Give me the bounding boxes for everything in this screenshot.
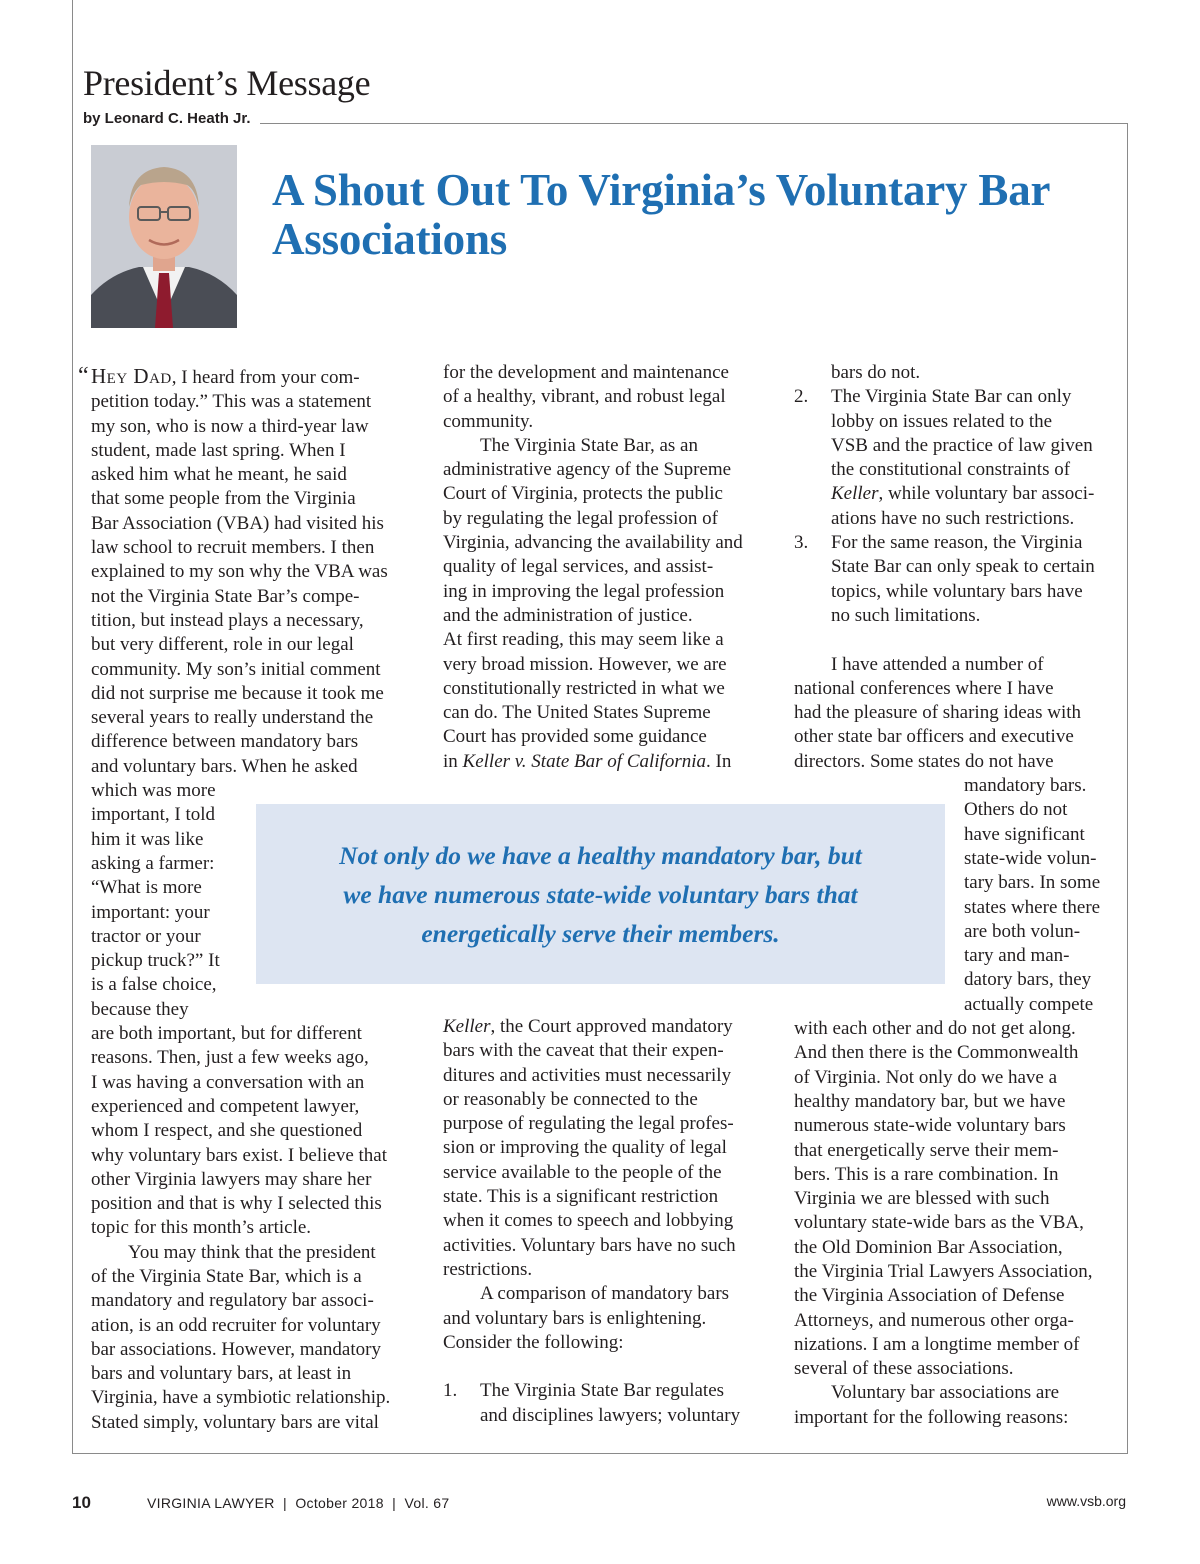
col1-line: position and that is why I selected this xyxy=(91,1193,382,1215)
col3-line: nizations. I am a longtime member of xyxy=(794,1333,1080,1355)
col2-line: service available to the people of the xyxy=(443,1161,722,1183)
list-item-text: VSB and the practice of law given xyxy=(831,434,1093,456)
headline-line-2: Associations xyxy=(272,214,508,264)
col1-line: that some people from the Virginia xyxy=(91,488,356,510)
col3-line: I have attended a number of xyxy=(831,653,1044,675)
drop-cap-words: Hey Dad xyxy=(91,364,172,388)
col1-line: petition today.” This was a statement xyxy=(91,391,372,413)
col1-line: are both important, but for different xyxy=(91,1023,362,1045)
section-title: President’s Message xyxy=(83,63,371,103)
col3-narrow-line: have significant xyxy=(964,823,1085,845)
col3-line: Attorneys, and numerous other orga- xyxy=(794,1309,1074,1331)
column-2-bottom xyxy=(443,1015,740,1428)
column-3 xyxy=(794,361,1100,1430)
col3-line: And then there is the Commonwealth xyxy=(794,1042,1079,1064)
col1-line: mandatory and regulatory bar associ- xyxy=(91,1290,374,1312)
col1-line: community. My son’s initial comment xyxy=(91,658,381,680)
spacer xyxy=(794,628,1100,652)
text-fragment: , the Court approved mandatory xyxy=(490,1016,733,1037)
list-item-text: no such limitations. xyxy=(831,604,981,626)
list-item-text: bars do not. xyxy=(831,362,921,383)
list-item-2 xyxy=(794,385,1100,409)
list-item-1 xyxy=(443,1379,740,1403)
col2-line: constitutionally restricted in what we xyxy=(443,677,725,699)
col1-line: and voluntary bars. When he asked xyxy=(91,755,358,777)
list-item-text-case xyxy=(794,482,1100,506)
col3-line: directors. Some states do not have xyxy=(794,750,1054,772)
col2-line: Court has provided some guidance xyxy=(443,726,707,748)
col1-line: Virginia, have a symbiotic relationship. xyxy=(91,1387,391,1409)
text-fragment: in xyxy=(443,750,463,772)
col3-line: bers. This is a rare combination. In xyxy=(794,1163,1059,1185)
publication-info: VIRGINIA LAWYER | October 2018 | Vol. 67 xyxy=(147,1495,450,1511)
col1-line: why voluntary bars exist. I believe that xyxy=(91,1144,388,1166)
col2-line: The Virginia State Bar, as an xyxy=(480,434,698,456)
col2-line: can do. The United States Supreme xyxy=(443,702,711,724)
col1-line: not the Virginia State Bar’s compe- xyxy=(91,585,360,607)
col2-line: very broad mission. However, we are xyxy=(443,653,727,675)
case-citation: Keller xyxy=(831,483,879,505)
list-item-3 xyxy=(794,531,1100,555)
open-quote: “ xyxy=(78,363,89,389)
col2-line: of a healthy, vibrant, and robust legal xyxy=(443,386,726,408)
col3-line: had the pleasure of sharing ideas with xyxy=(794,702,1082,724)
list-item-text: State Bar can only speak to certain xyxy=(831,556,1095,578)
col2-line: activities. Voluntary bars have no such xyxy=(443,1234,736,1256)
col1-line: several years to really understand the xyxy=(91,707,374,729)
col1-line: reasons. Then, just a few weeks ago, xyxy=(91,1047,369,1069)
col2-line-case xyxy=(443,750,743,774)
col1-line: of the Virginia State Bar, which is a xyxy=(91,1265,362,1287)
col1-line: my son, who is now a third-year law xyxy=(91,415,369,437)
col3-narrow-line: are both volun- xyxy=(964,920,1081,942)
col1-line: bars and voluntary bars, at least in xyxy=(91,1363,352,1385)
col1-line: whom I respect, and she questioned xyxy=(91,1120,363,1142)
col1-line: bar associations. However, mandatory xyxy=(91,1338,381,1360)
list-item-text: and disciplines lawyers; voluntary xyxy=(480,1404,741,1426)
site-url[interactable]: www.vsb.org xyxy=(1046,1493,1126,1509)
col3-line: that energetically serve their mem- xyxy=(794,1139,1059,1161)
article-headline xyxy=(272,166,1092,264)
col1-line: because they xyxy=(91,998,189,1020)
col3-line: with each other and do not get along. xyxy=(794,1018,1076,1040)
col3-narrow-line: state-wide volun- xyxy=(964,847,1097,869)
col3-narrow-line: datory bars, they xyxy=(964,969,1092,991)
col3-line: other state bar officers and executive xyxy=(794,726,1074,748)
col2-line: ing in improving the legal profession xyxy=(443,580,725,602)
pull-quote-text xyxy=(339,836,862,953)
col3-line: national conferences where I have xyxy=(794,677,1054,699)
byline: by Leonard C. Heath Jr. xyxy=(83,110,251,127)
col2-line: state. This is a significant restriction xyxy=(443,1186,719,1208)
column-2-top xyxy=(443,361,743,774)
col3-line: important for the following reasons: xyxy=(794,1406,1069,1428)
list-item-text: For the same reason, the Virginia xyxy=(831,532,1083,554)
col2-line: purpose of regulating the legal profes- xyxy=(443,1113,734,1135)
col2-line: Consider the following: xyxy=(443,1331,624,1353)
col3-line: numerous state-wide voluntary bars xyxy=(794,1115,1066,1137)
col1-line: did not surprise me because it took me xyxy=(91,682,384,704)
case-citation: Keller xyxy=(443,1016,491,1037)
col1-line: other Virginia lawyers may share her xyxy=(91,1168,372,1190)
headline-line-1: A Shout Out To Virginia’s Voluntary Bar xyxy=(272,165,1051,215)
col1-line: , I heard from your com- xyxy=(171,367,360,388)
col2-line: Court of Virginia, protects the public xyxy=(443,483,723,505)
col1-line: topic for this month’s article. xyxy=(91,1217,312,1239)
list-number: 2. xyxy=(794,386,809,408)
page-number: 10 xyxy=(72,1493,91,1512)
col2-line: At first reading, this may seem like a xyxy=(443,629,724,651)
list-item-text: ations have no such restrictions. xyxy=(831,507,1075,529)
text-fragment: , while voluntary bar associ- xyxy=(878,483,1095,505)
list-item-text: topics, while voluntary bars have xyxy=(831,580,1083,602)
col1-line: asked him what he meant, he said xyxy=(91,464,347,486)
col1-line: law school to recruit members. I then xyxy=(91,537,375,559)
list-item-text: The Virginia State Bar can only xyxy=(831,386,1072,408)
col1-line: student, made last spring. When I xyxy=(91,439,346,461)
col1-line: tractor or your xyxy=(91,925,201,947)
col1-line: asking a farmer: xyxy=(91,852,215,874)
col2-line: sion or improving the quality of legal xyxy=(443,1137,727,1159)
col2-line: bars with the caveat that their expen- xyxy=(443,1040,724,1062)
col1-line: tition, but instead plays a necessary, xyxy=(91,609,364,631)
text-fragment: . In xyxy=(706,750,732,772)
col3-line: Voluntary bar associations are xyxy=(831,1382,1060,1404)
col1-line: You may think that the president xyxy=(128,1241,376,1263)
spacer xyxy=(443,1355,740,1379)
pull-quote-line: Not only do we have a healthy mandatory bar, but xyxy=(339,840,862,870)
col3-narrow-line: states where there xyxy=(964,896,1101,918)
list-number: 1. xyxy=(443,1380,458,1402)
col3-line: of Virginia. Not only do we have a xyxy=(794,1066,1058,1088)
col3-line: Virginia we are blessed with such xyxy=(794,1188,1050,1210)
list-number: 3. xyxy=(794,532,809,554)
col2-line: Virginia, advancing the availability and xyxy=(443,532,743,554)
frame-top-rule xyxy=(260,123,1128,124)
col1-line: I was having a conversation with an xyxy=(91,1071,365,1093)
col3-narrow-line: tary and man- xyxy=(964,945,1070,967)
col1-line: important: your xyxy=(91,901,210,923)
col3-narrow-line: actually compete xyxy=(964,993,1094,1015)
pull-quote-line: we have numerous state-wide voluntary bars that xyxy=(343,879,858,909)
col1-line: experienced and competent lawyer, xyxy=(91,1095,360,1117)
col3-line: several of these associations. xyxy=(794,1358,1014,1380)
col1-line: “What is more xyxy=(91,877,202,899)
col2-line: or reasonably be connected to the xyxy=(443,1088,698,1110)
col3-narrow-line: tary bars. In some xyxy=(964,872,1101,894)
col1-first-line xyxy=(78,363,390,390)
col2-line: restrictions. xyxy=(443,1258,533,1280)
col3-narrow-line: mandatory bars. xyxy=(964,775,1087,797)
col2-line: and voluntary bars is enlightening. xyxy=(443,1307,707,1329)
col2-line: for the development and maintenance xyxy=(443,362,729,383)
col1-line: Stated simply, voluntary bars are vital xyxy=(91,1411,379,1433)
col1-line: him it was like xyxy=(91,828,204,850)
col1-line: important, I told xyxy=(91,804,216,826)
col3-line: the Virginia Trial Lawyers Association, xyxy=(794,1260,1093,1282)
list-item-text: the constitutional constraints of xyxy=(831,459,1071,481)
col1-line: which was more xyxy=(91,780,216,802)
col2-line: by regulating the legal profession of xyxy=(443,507,718,529)
col3-line: healthy mandatory bar, but we have xyxy=(794,1090,1066,1112)
col3-line: the Old Dominion Bar Association, xyxy=(794,1236,1063,1258)
col1-line: explained to my son why the VBA was xyxy=(91,561,388,583)
col2-line: A comparison of mandatory bars xyxy=(480,1283,730,1305)
col2-line: ditures and activities must necessarily xyxy=(443,1064,732,1086)
col1-line: Bar Association (VBA) had visited his xyxy=(91,512,384,534)
col3-narrow-line: Others do not xyxy=(964,799,1068,821)
col2-line: quality of legal services, and assist- xyxy=(443,556,714,578)
author-photo xyxy=(91,145,237,328)
col2-line: community. xyxy=(443,410,534,432)
col2-line: when it comes to speech and lobbying xyxy=(443,1210,734,1232)
col2-line-case xyxy=(443,1015,740,1039)
col1-line: pickup truck?” It xyxy=(91,950,220,972)
left-rule xyxy=(72,0,73,123)
list-item-text: The Virginia State Bar regulates xyxy=(480,1380,725,1402)
col1-line: difference between mandatory bars xyxy=(91,731,359,753)
col3-line: voluntary state-wide bars as the VBA, xyxy=(794,1212,1084,1234)
pull-quote-line: energetically serve their members. xyxy=(421,918,780,948)
author-portrait-image xyxy=(91,145,237,328)
col3-line: the Virginia Association of Defense xyxy=(794,1285,1065,1307)
case-citation: Keller v. State Bar of California xyxy=(462,750,706,772)
col1-line: ation, is an odd recruiter for voluntary xyxy=(91,1314,381,1336)
col2-line: and the administration of justice. xyxy=(443,604,693,626)
col1-line: but very different, role in our legal xyxy=(91,634,354,656)
list-item-text: lobby on issues related to the xyxy=(831,410,1053,432)
col1-line: is a false choice, xyxy=(91,974,217,996)
col2-line: administrative agency of the Supreme xyxy=(443,459,732,481)
